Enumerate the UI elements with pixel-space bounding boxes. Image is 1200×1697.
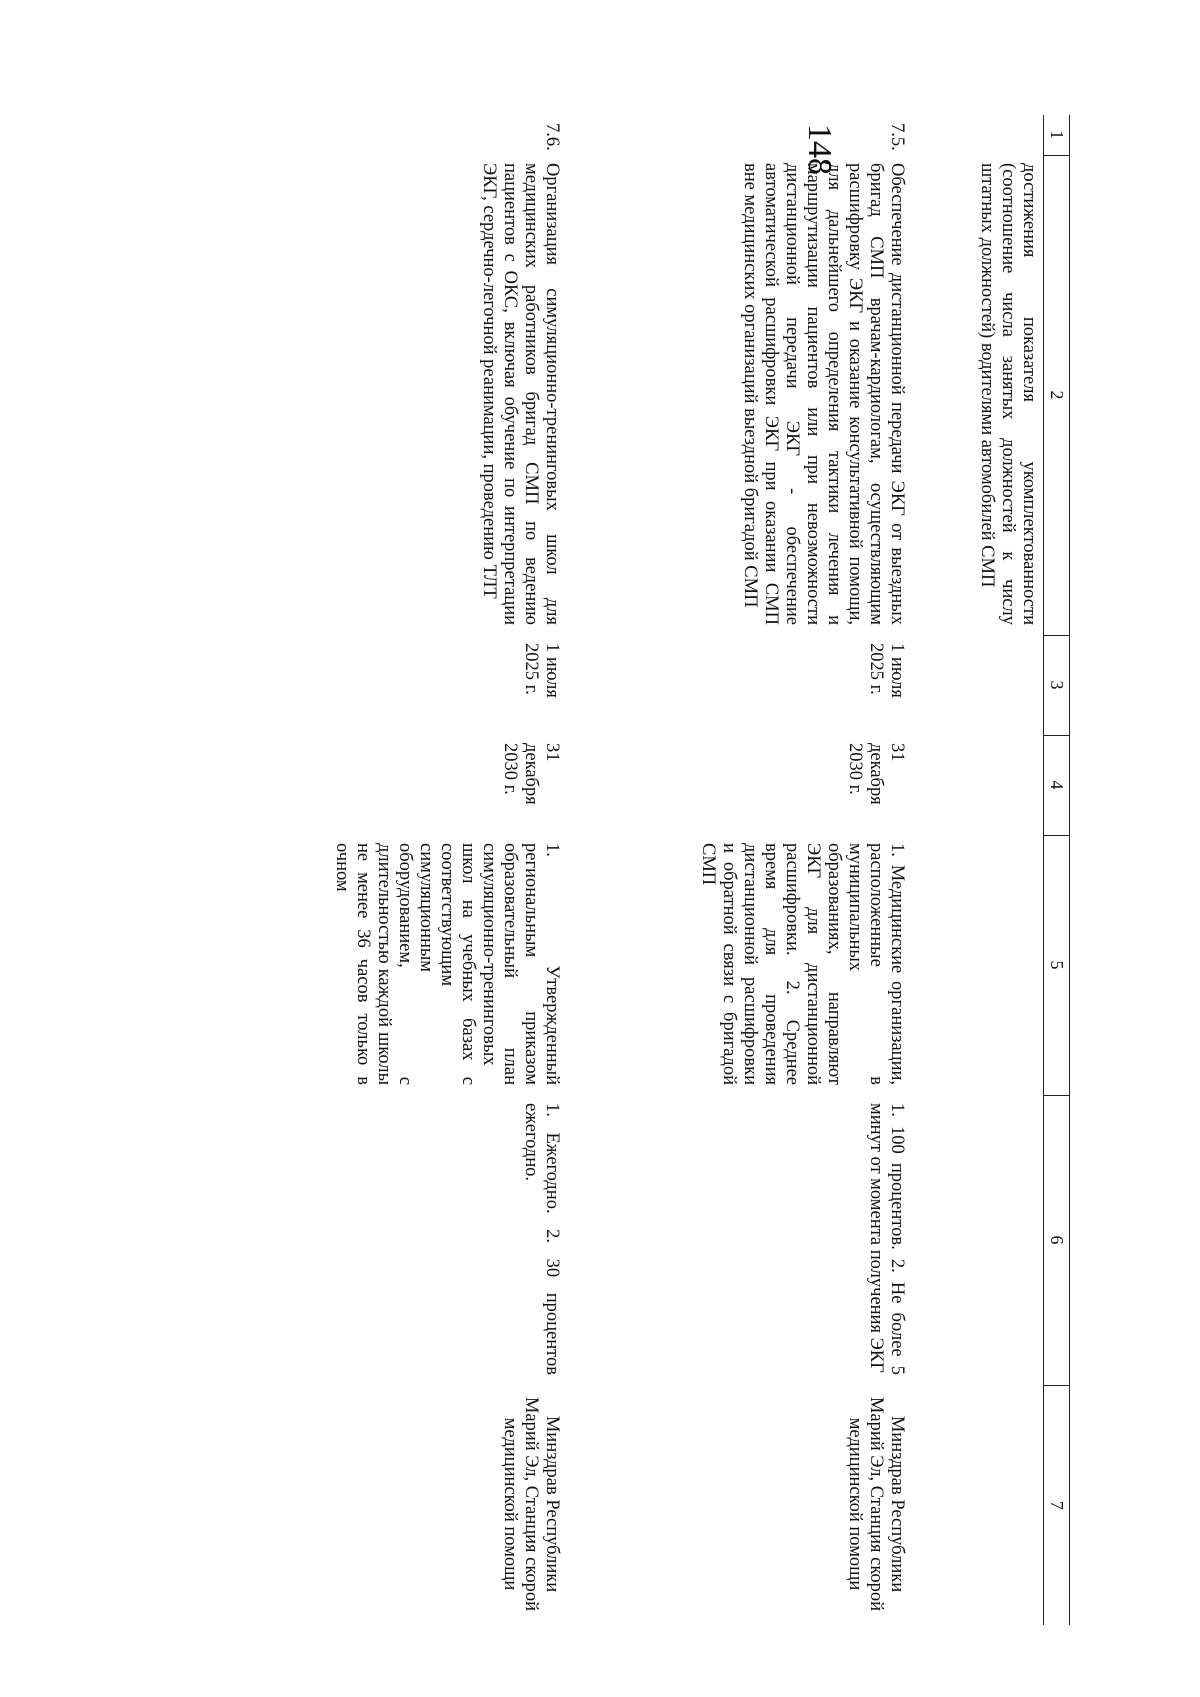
measures-table	[324, 115, 1071, 1625]
page-number: 148	[801, 124, 838, 175]
column-header: 7	[1044, 1385, 1070, 1625]
column-header: 1	[1044, 115, 1070, 155]
table-row	[567, 115, 912, 1625]
column-header: 2	[1044, 155, 1070, 635]
responsible: Минздрав Республики Марий Эл, Станция скорой медицинской помощи	[845, 1396, 908, 1612]
indicator: 1. Медицинские организации, расположенные в муниципальных образованиях, направляют ЭКГ для дистанционной расшифровки. 2. Среднее время для проведения дистанционной расшифровки и обратной связи с бригадой СМП	[698, 843, 908, 1085]
column-number-row	[1044, 115, 1070, 1625]
target-value: 1. Ежегодно. 2. 30 процентов ежегодно.	[521, 1103, 563, 1375]
start-date	[912, 635, 1044, 735]
measure-description: Обеспечение дистанционной передачи ЭКГ от выездных бригад СМП врачам-кардиологам, осуществляющим расшифровку ЭКГ и оказание консультативной помощи, для дальнейшего определения тактики лечения и маршрутизации пациентов или при невозможности дистанционной передачи ЭКГ - обеспечение автоматической расшифровки ЭКГ при оказании СМП вне медицинских организаций выездной бригадой СМП	[740, 163, 908, 625]
column-header: 5	[1044, 835, 1070, 1095]
table-row	[912, 115, 1044, 1625]
start-date: 1 июля 2025 г.	[521, 643, 563, 698]
responsible	[912, 1385, 1044, 1625]
measure-description: Организация симуляционно-тренинговых школ для медицинских работников бригад СМП по ведению пациентов с ОКС, включая обучение по интерпретации ЭКГ, сердечно-легочной реанимации, проведению ТЛТ	[479, 163, 563, 625]
measure-description: достижения показателя укомплектованности (соотношение числа занятых должностей к числу штатных должностей) водителями автомобилей СМП	[977, 163, 1039, 625]
target-value	[912, 1095, 1044, 1385]
column-header: 3	[1044, 635, 1070, 735]
column-header: 6	[1044, 1095, 1070, 1385]
start-date: 1 июля 2025 г.	[866, 643, 908, 698]
row-number: 7.6.	[542, 123, 563, 151]
document-sheet	[200, 115, 1070, 1625]
end-date	[912, 735, 1044, 835]
target-value: 1. 100 процентов. 2. Не более 5 минут от момента получения ЭКГ	[866, 1103, 908, 1375]
end-date: 31 декабря 2030 г.	[845, 743, 908, 805]
indicator	[912, 835, 1044, 1095]
end-date: 31 декабря 2030 г.	[500, 743, 563, 805]
responsible: Минздрав Республики Марий Эл, Станция скорой медицинской помощи	[500, 1396, 563, 1612]
row-number	[912, 115, 1044, 155]
table-row	[324, 115, 567, 1625]
row-number: 7.5.	[887, 123, 908, 151]
column-header: 4	[1044, 735, 1070, 835]
indicator: 1. Утвержденный региональным приказом образовательный план симуляционно-тренинговых школ на учебных базах с соответствующим симуляционным оборудованием, с длительностью каждой школы не менее 36 часов только в очном	[332, 843, 563, 1085]
